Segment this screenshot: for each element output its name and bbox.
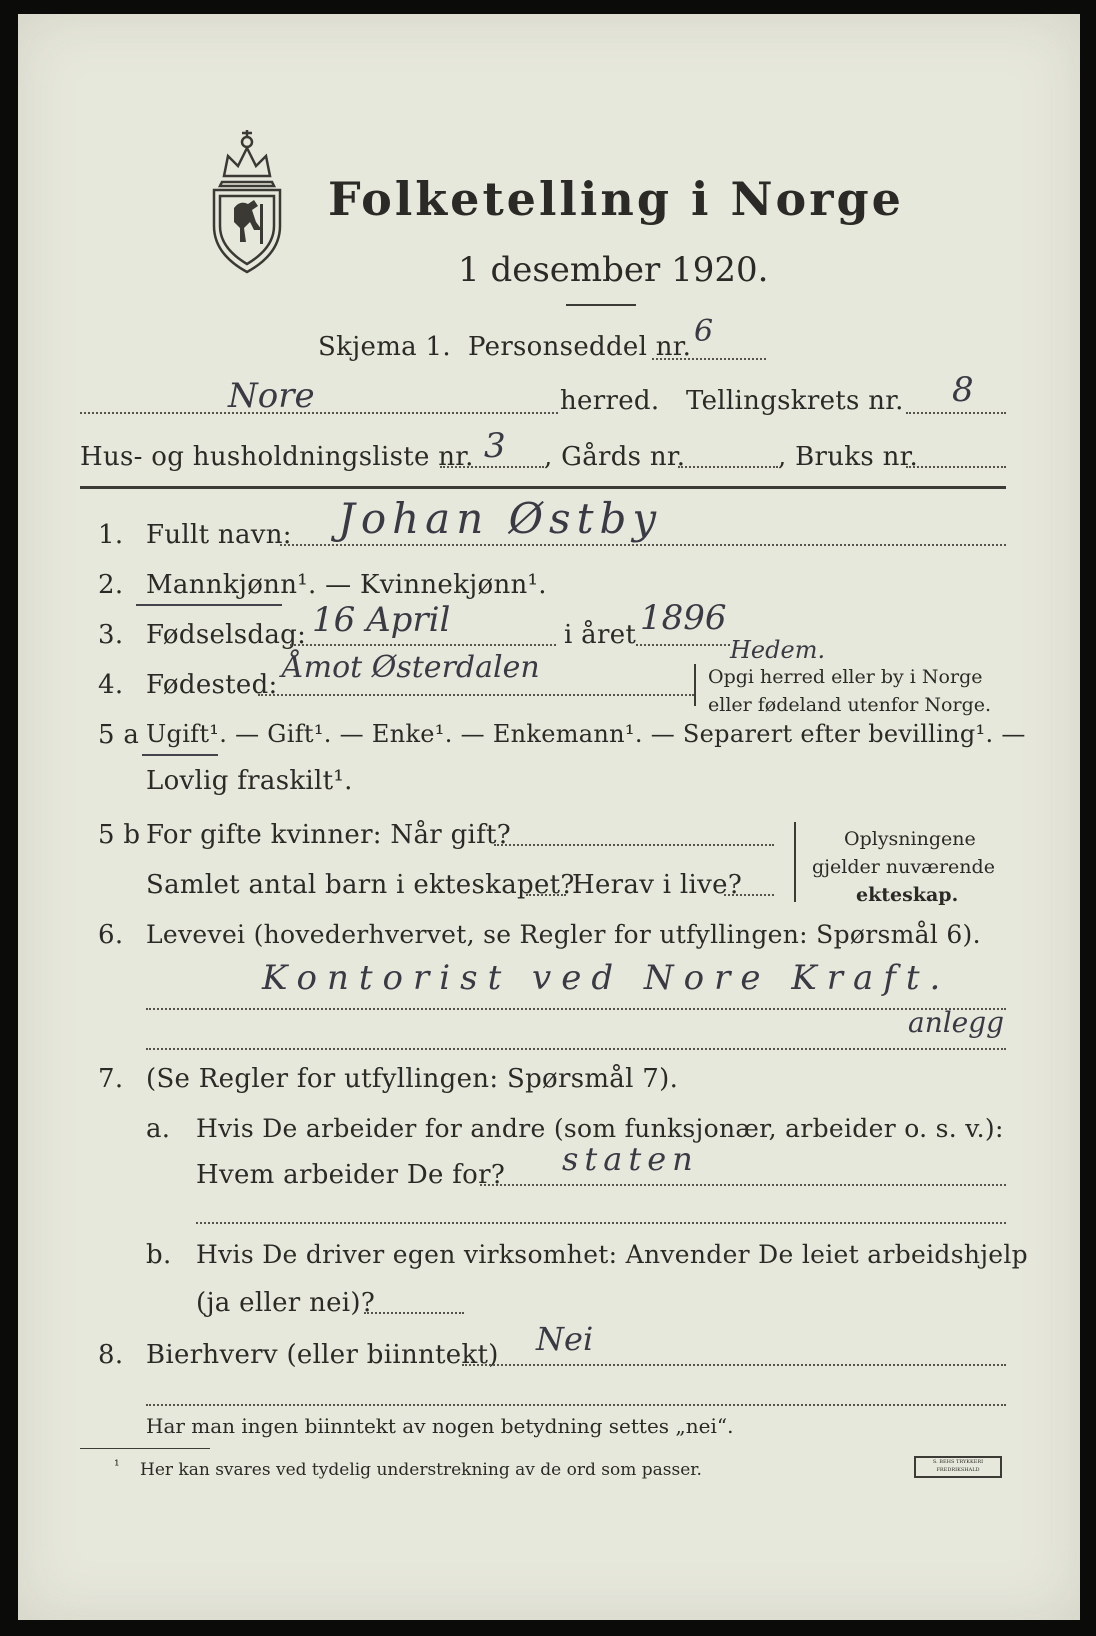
census-date: 1 desember 1920. [458,250,769,290]
herred-line [80,412,558,414]
bruks-label: , Bruks nr. [778,442,919,472]
q5b-number: 5 b [98,820,141,850]
q4-note-line2: eller fødeland utenfor Norge. [708,694,992,716]
q3-year-value: 1896 [640,598,727,638]
q5a-line1: Ugift¹. — Gift¹. — Enke¹. — Enkemann¹. — Separert efter bevilling¹. — [146,720,1026,748]
q4-number: 4. [98,670,124,700]
q7b-line2: (ja eller nei)? [196,1288,376,1318]
q8-extra-line [146,1404,1006,1406]
personseddel-label: Personseddel nr. [468,332,692,362]
skjema-label: Skjema 1. [318,332,451,362]
personseddel-value: 6 [694,314,714,349]
q8-value: Nei [536,1320,594,1358]
q3-number: 3. [98,620,124,650]
q7-label: (Se Regler for utfyllingen: Spørsmål 7). [146,1064,679,1094]
q7a-line1: Hvis De arbeider for andre (som funksjonær, arbeider o. s. v.): [196,1114,1004,1143]
q6-value-line2: anlegg [908,1006,1005,1039]
census-form-sheet [18,14,1080,1620]
q5b-note2: gjelder nuværende [812,856,995,878]
footer-note: Har man ingen biinntekt av nogen betydning settes „nei“. [146,1414,734,1438]
q5b-note3: ekteskap. [856,884,959,906]
personseddel-line [652,358,766,360]
q3-label: Fødselsdag: [146,620,307,650]
q4-extra-value: Hedem. [730,636,826,664]
q5a-underline-ugift [142,754,218,756]
q6-line2 [146,1048,1006,1050]
tellingskrets-label: Tellingskrets nr. [686,386,904,416]
q7b-letter: b. [146,1240,172,1270]
q5a-number: 5 a [98,720,140,750]
q6-label: Levevei (hovederhvervet, se Regler for utfyllingen: Spørsmål 6). [146,920,981,949]
q5b-note-brace [794,822,800,902]
header-rule [80,486,1006,489]
herred-value: Nore [228,376,315,416]
q3-year-label: i året [564,620,637,650]
q7a-line [480,1184,1006,1186]
q4-value: Åmot Østerdalen [282,650,540,685]
q3-year-line [636,644,730,646]
q7b-line1: Hvis De driver egen virksomhet: Anvender De leiet arbeidshjelp [196,1240,1028,1269]
q7-number: 7. [98,1064,124,1094]
q1-value: Johan Østby [338,494,663,543]
title-divider [566,304,636,306]
q5b-barn-line [526,894,566,896]
tellingskrets-line [906,412,1006,414]
q4-note-brace [694,664,700,706]
gards-label: , Gårds nr. [544,442,686,472]
q4-line [258,694,694,696]
bruks-line [906,466,1006,468]
q2-underline-mannkjonn [136,604,282,606]
q4-note-line1: Opgi herred eller by i Norge [708,666,983,688]
q6-line1 [146,1008,1006,1010]
q5b-line1: For gifte kvinner: Når gift? [146,820,512,850]
q6-number: 6. [98,920,124,950]
q3-line [290,644,556,646]
q8-number: 8. [98,1340,124,1370]
q5b-gift-line [494,844,774,846]
hus-value: 3 [484,426,506,466]
q2-number: 2. [98,570,124,600]
q7a-value: staten [562,1140,699,1178]
hus-label: Hus- og husholdningsliste nr. [80,442,474,472]
printer-stamp: S. BEHS TRYKKERI FREDRIKSHALD [914,1456,1002,1478]
q2-label: Mannkjønn¹. — Kvinnekjønn¹. [146,570,547,600]
footnote-mark: ¹ [114,1458,120,1474]
footnote-text: Her kan svares ved tydelig understrekning av de ord som passer. [140,1460,702,1480]
coat-of-arms-icon [204,126,290,276]
tellingskrets-value: 8 [952,370,974,410]
q5b-live-label: Herav i live? [572,870,743,900]
herred-label: herred. [560,386,660,416]
form-title: Folketelling i Norge [328,172,904,226]
q1-label: Fullt navn: [146,520,292,550]
q7a-letter: a. [146,1114,171,1144]
q6-value-line1: Kontorist ved Nore Kraft. [262,958,951,998]
q7a-line2: Hvem arbeider De for? [196,1160,506,1190]
q5b-note1: Oplysningene [844,828,976,850]
q5b-line2: Samlet antal barn i ekteskapet? [146,870,575,900]
q8-line [462,1364,1006,1366]
q4-label: Fødested: [146,670,278,700]
q1-line [280,544,1006,546]
q5a-line2: Lovlig fraskilt¹. [146,766,353,796]
q7b-line [364,1312,464,1314]
q3-value: 16 April [312,600,451,640]
gards-line [678,466,778,468]
q1-number: 1. [98,520,124,550]
footnote-rule [80,1448,210,1449]
q7a-extra-line [196,1222,1006,1224]
hus-line [440,466,544,468]
q5b-live-line [724,894,774,896]
q8-label: Bierhverv (eller biinntekt) [146,1340,499,1370]
